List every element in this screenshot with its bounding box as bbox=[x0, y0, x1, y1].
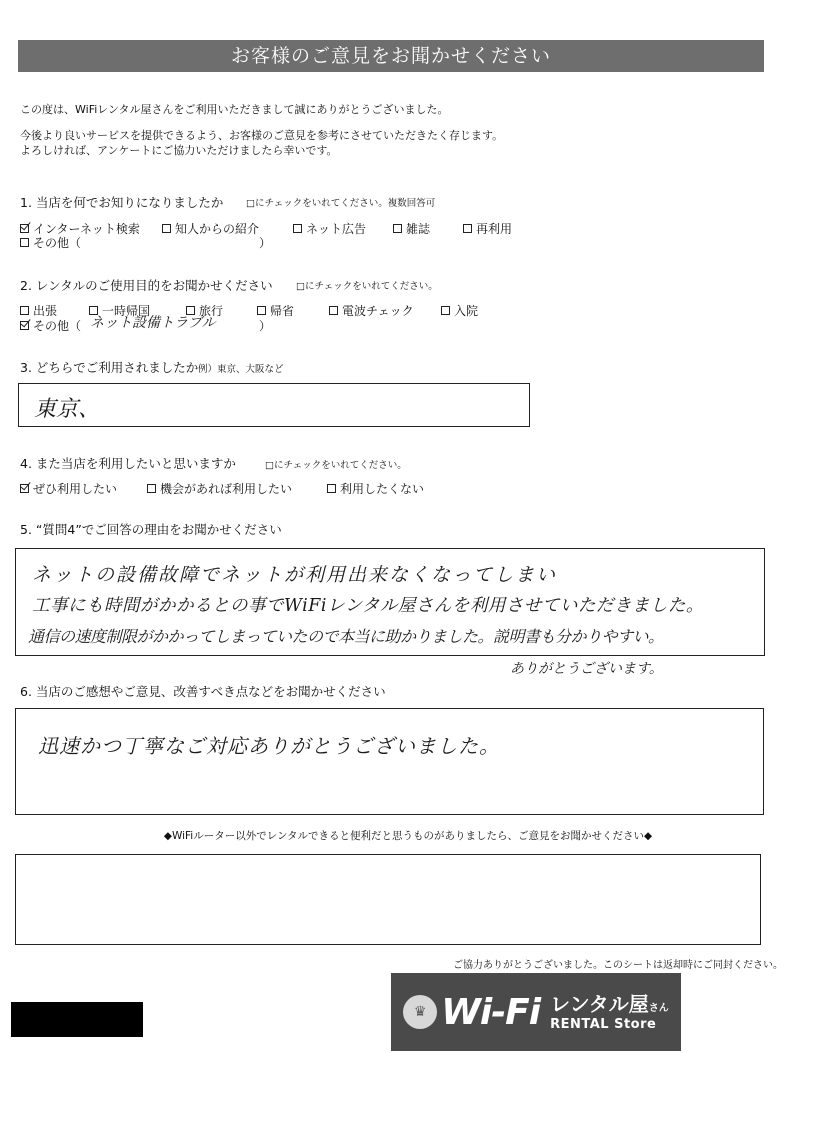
checkbox-icon[interactable] bbox=[257, 306, 266, 315]
q1-option-other[interactable]: その他（ bbox=[20, 234, 81, 251]
checkbox-icon[interactable] bbox=[20, 238, 29, 247]
q1-option-magazine[interactable]: 雑誌 bbox=[393, 220, 430, 237]
q2-other-close: ） bbox=[259, 319, 272, 333]
q2-option-return-home[interactable]: 一時帰国 bbox=[89, 302, 150, 319]
logo-jp-text: レンタル屋 bbox=[550, 991, 649, 1016]
logo-wifi-text: Wi-Fi bbox=[441, 991, 541, 1033]
checkbox-icon[interactable] bbox=[20, 321, 29, 330]
checkbox-icon[interactable] bbox=[293, 224, 302, 233]
checkbox-icon[interactable] bbox=[463, 224, 472, 233]
q4-option-no[interactable]: 利用したくない bbox=[327, 480, 424, 497]
redacted-block bbox=[11, 1002, 143, 1037]
q1-note: □にチェックをいれてください。複数回答可 bbox=[246, 198, 436, 209]
q1-option-reuse[interactable]: 再利用 bbox=[463, 220, 512, 237]
logo-en-text: RENTAL Store bbox=[550, 1016, 657, 1032]
q6-answer: 迅速かつ丁寧なご対応ありがとうございました。 bbox=[38, 734, 500, 758]
q4-note: □にチェックをいれてください。 bbox=[265, 460, 407, 471]
q6-label: 6. 当店のご感想やご意見、改善すべき点などをお聞かせください bbox=[20, 684, 386, 699]
footer-thanks: ご協力ありがとうございました。このシートは返却時にご同封ください。 bbox=[453, 960, 783, 971]
q2-option-travel[interactable]: 旅行 bbox=[186, 302, 223, 319]
checkbox-icon[interactable] bbox=[329, 306, 338, 315]
q3-note: 例）東京、大阪など bbox=[198, 364, 284, 375]
q6-answer-box[interactable] bbox=[15, 708, 764, 815]
checkbox-icon[interactable] bbox=[147, 484, 156, 493]
checkbox-icon[interactable] bbox=[20, 484, 29, 493]
q1-option-referral[interactable]: 知人からの紹介 bbox=[162, 220, 259, 237]
q2-option-homecoming[interactable]: 帰省 bbox=[257, 302, 294, 319]
q2-other-answer[interactable]: ネット設備トラブル bbox=[90, 315, 216, 331]
q4-option-if-chance[interactable]: 機会があれば利用したい bbox=[147, 480, 292, 497]
q2-option-business[interactable]: 出張 bbox=[20, 302, 57, 319]
wifi-rental-logo bbox=[391, 973, 681, 1051]
q1-label: 1. 当店を何でお知りになりましたか bbox=[20, 195, 224, 210]
q2-label: 2. レンタルのご使用目的をお聞かせください bbox=[20, 278, 273, 293]
checkbox-icon[interactable] bbox=[393, 224, 402, 233]
q3-label: 3. どちらでご利用されましたか bbox=[20, 360, 199, 375]
survey-title: お客様のご意見をお聞かせください bbox=[18, 40, 764, 72]
intro-line-2: 今後より良いサービスを提供できるよう、お客様のご意見を参考にさせていただきたく存じます。 bbox=[20, 129, 504, 142]
q2-note: □にチェックをいれてください。 bbox=[296, 281, 438, 292]
q3-answer: 東京、 bbox=[34, 397, 101, 422]
q1-option-internet[interactable]: インターネット検索 bbox=[20, 220, 140, 237]
q7-label: ◆WiFiルーター以外でレンタルできると便利だと思うものがありましたら、ご意見をお聞かせください◆ bbox=[163, 830, 653, 842]
q5-answer-line-4: ありがとうございます。 bbox=[510, 661, 663, 677]
q1-other-close: ） bbox=[259, 236, 272, 250]
crown-mascot-icon: ♛ bbox=[403, 995, 437, 1029]
q5-answer-line-1: ネットの設備故障でネットが利用出来なくなってしまい bbox=[32, 564, 558, 586]
intro-line-3: よろしければ、アンケートにご協力いただけましたら幸いです。 bbox=[20, 144, 338, 157]
q7-answer-box[interactable] bbox=[15, 854, 761, 945]
q2-option-signal-check[interactable]: 電波チェック bbox=[329, 302, 414, 319]
checkbox-icon[interactable] bbox=[20, 306, 29, 315]
q1-option-net-ad[interactable]: ネット広告 bbox=[293, 220, 366, 237]
checkbox-icon[interactable] bbox=[327, 484, 336, 493]
q5-answer-line-3: 通信の速度制限がかかってしまっていたので本当に助かりました。説明書も分かりやすい。 bbox=[28, 627, 664, 646]
q2-option-other[interactable]: その他（ bbox=[20, 317, 81, 334]
q5-answer-line-2: 工事にも時間がかかるとの事でWiFiレンタル屋さんを利用させていただきました。 bbox=[32, 596, 704, 616]
intro-line-1: この度は、WiFiレンタル屋さんをご利用いただきまして誠にありがとうございました。 bbox=[20, 103, 449, 116]
checkbox-icon[interactable] bbox=[162, 224, 171, 233]
checkbox-icon[interactable] bbox=[20, 224, 29, 233]
q4-label: 4. また当店を利用したいと思いますか bbox=[20, 456, 236, 471]
q5-label: 5. “質問4”でご回答の理由をお聞かせください bbox=[20, 522, 282, 537]
q4-option-definitely[interactable]: ぜひ利用したい bbox=[20, 480, 117, 497]
q2-option-hospital[interactable]: 入院 bbox=[441, 302, 478, 319]
logo-jp-suffix: さん bbox=[648, 1002, 669, 1014]
checkbox-icon[interactable] bbox=[441, 306, 450, 315]
